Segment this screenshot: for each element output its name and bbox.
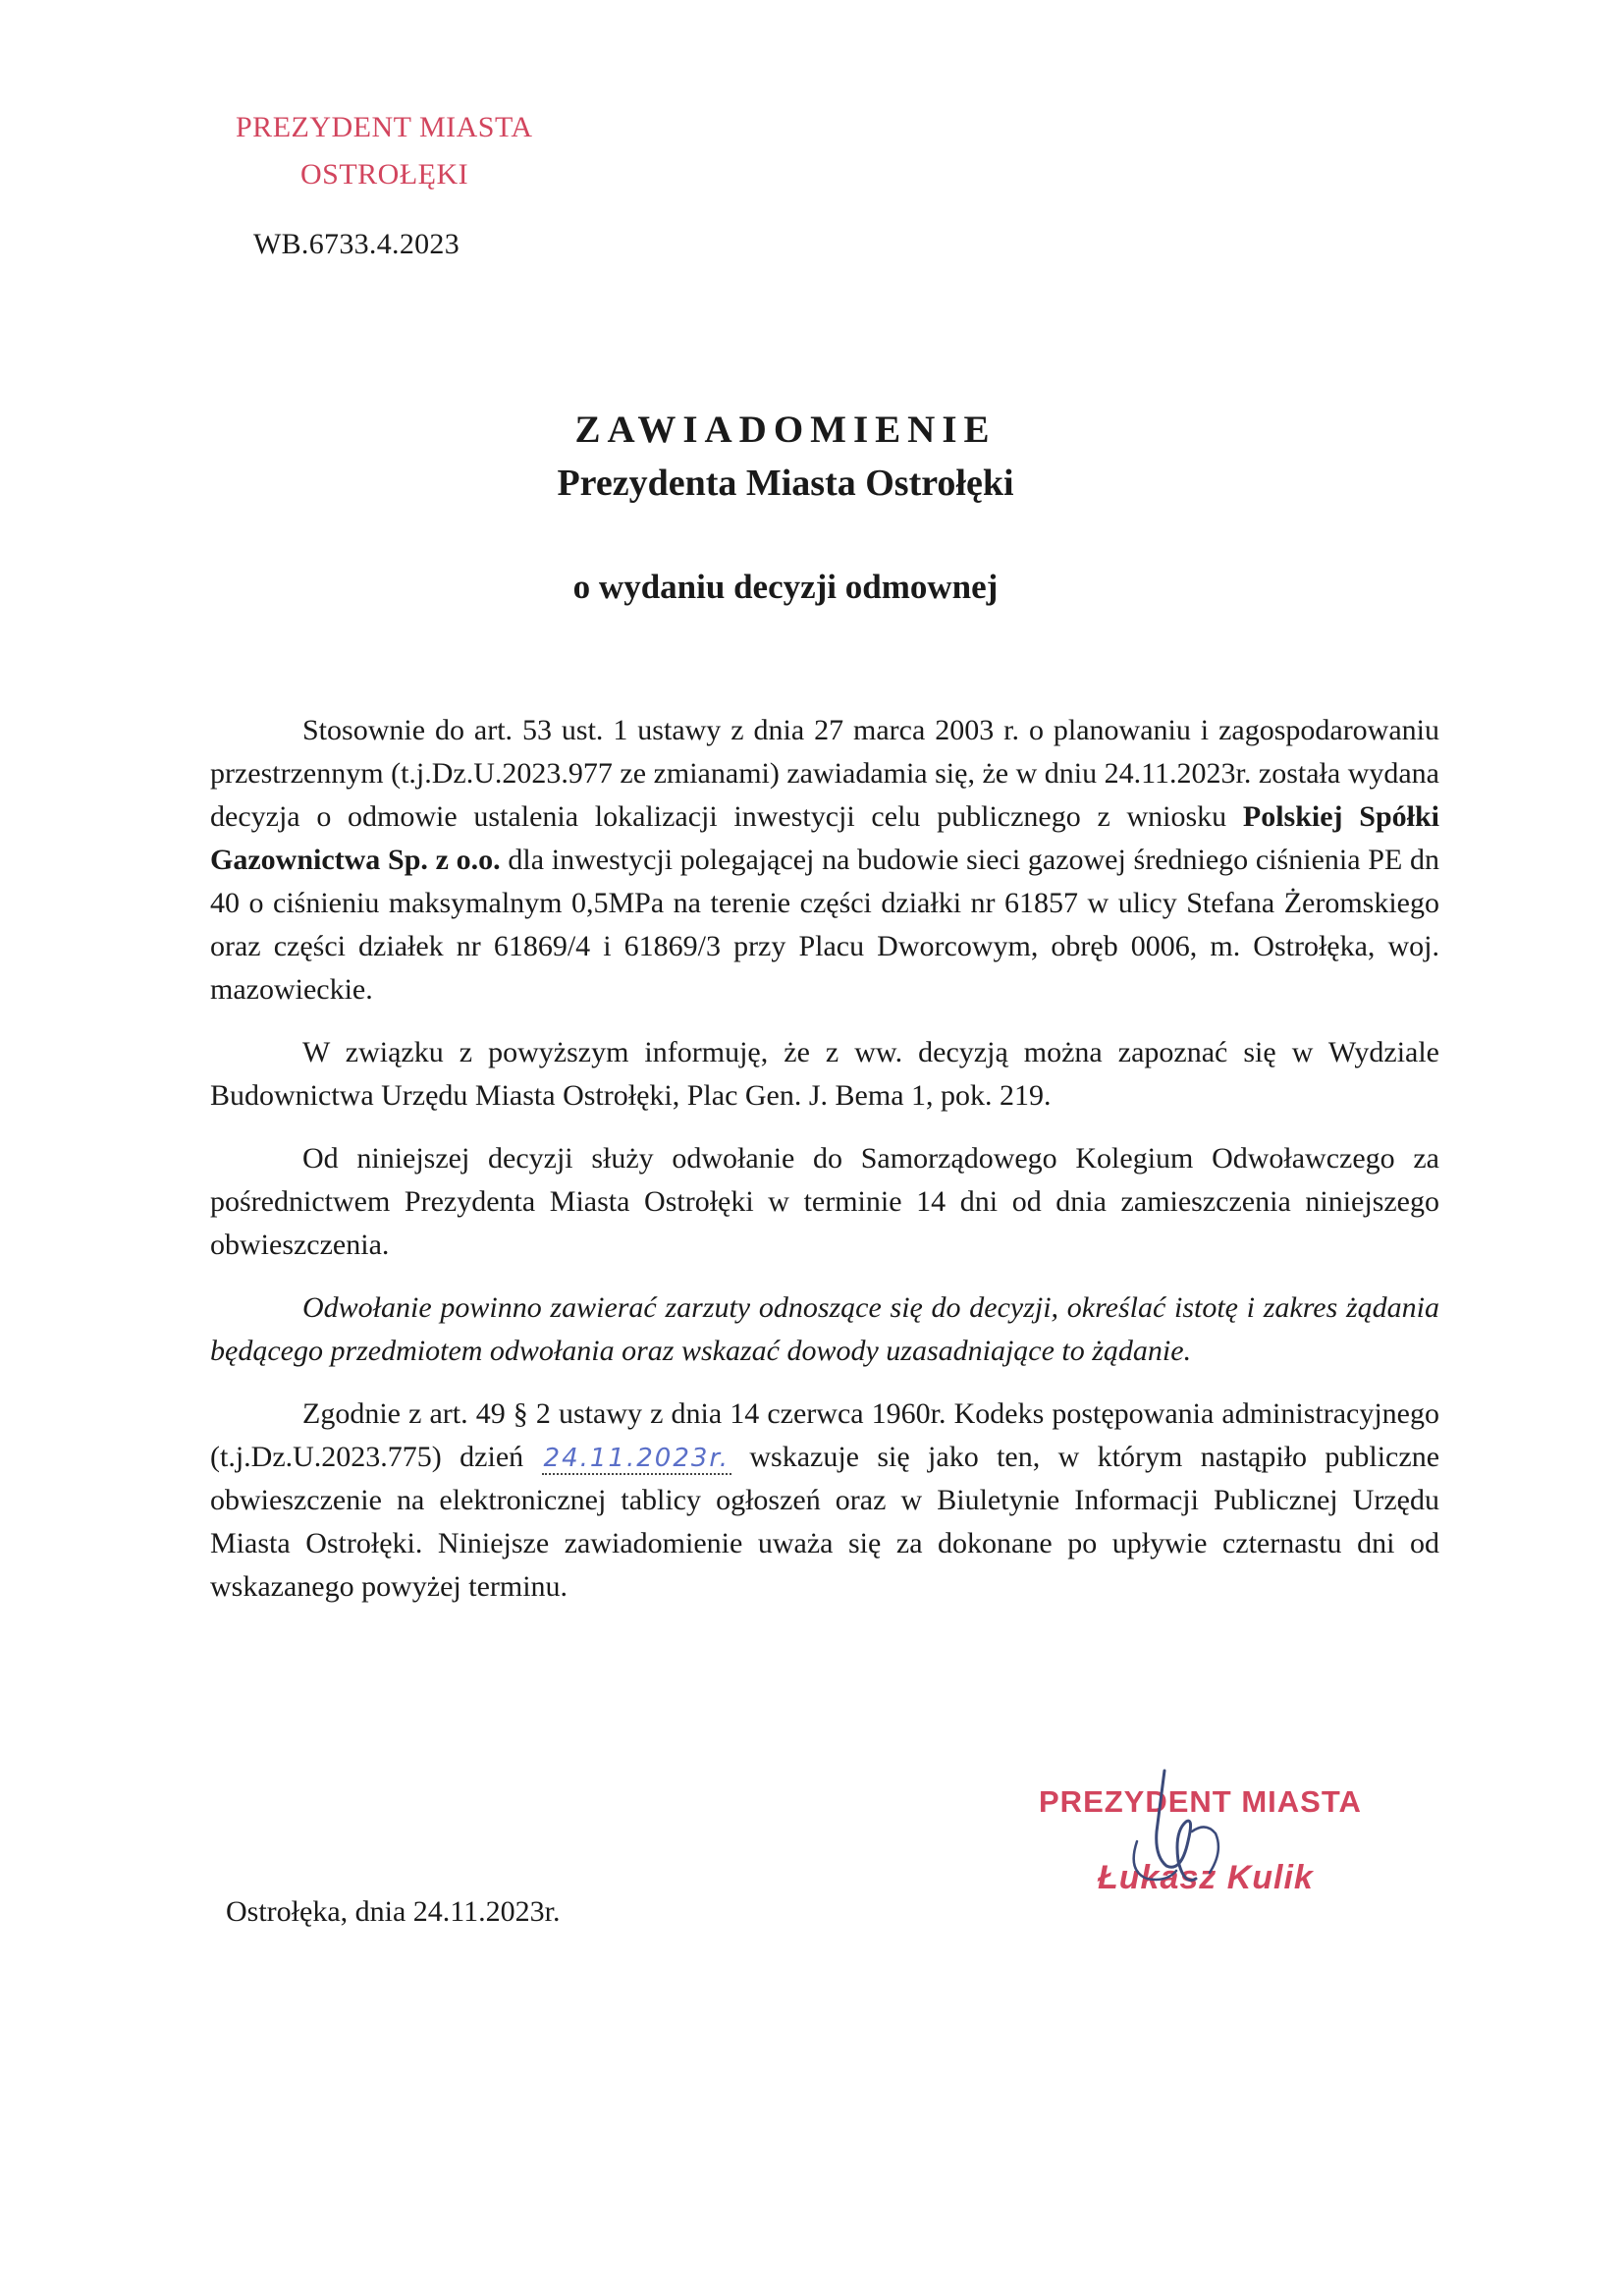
paragraph-1-part1: Stosownie do art. 53 ust. 1 ustawy z dnia 27 marca 2003 r. o planowaniu i zagospodarowaniu przestrzennym (t.j.Dz.U.2023.977 ze zmianami) zawiadamia się, że w dniu 24.11.2023r. została wydana decyzja o odmowie ustalenia lokalizacji inwestycji celu publicznego z wniosku	[210, 714, 1439, 833]
paragraph-1-part2: dla inwestycji polegającej na budowie sieci gazowej średniego ciśnienia PE dn 40 o ciśnieniu maksymalnym 0,5MPa na terenie części działki nr 61857 w ulicy Stefana Żeromskiego oraz części działek nr 61869/4 i 61869/3 przy Placu Dworcowym, obręb 0006, m. Ostrołęka, woj. mazowieckie.	[210, 844, 1439, 1006]
document-title: ZAWIADOMIENIE	[574, 409, 997, 451]
reference-number: WB.6733.4.2023	[253, 228, 460, 260]
paragraph-5-part1: Zgodnie z art. 49 § 2 ustawy z dnia 14 czerwca 1960r. Kodeks postępowania administracyjnego (t.j.Dz.U.2023.775) dzień	[210, 1397, 1439, 1473]
handwritten-date: 24.11.2023r.	[543, 1444, 730, 1473]
paragraph-4: Odwołanie powinno zawierać zarzuty odnoszące się do decyzji, określać istotę i zakres żądania będącego przedmiotem odwołania oraz wskazać dowody uzasadniające to żądanie.	[210, 1291, 1439, 1367]
signature-stamp-name: Łukasz Kulik	[1098, 1859, 1314, 1896]
handwritten-signature	[1108, 1763, 1235, 1910]
header-stamp	[236, 104, 533, 198]
applicant-name: Polskiej Spółki Gazownictwa Sp. z o.o.	[210, 800, 1439, 876]
place-and-date: Ostrołęka, dnia 24.11.2023r.	[226, 1895, 561, 1928]
signature-stamp	[1039, 1782, 1392, 1920]
header-stamp-line2: OSTROŁĘKI	[300, 158, 469, 191]
paragraph-2: W związku z powyższym informuję, że z ww. decyzją można zapoznać się w Wydziale Budownictwa Urzędu Miasta Ostrołęki, Plac Gen. J. Bema 1, pok. 219.	[210, 1036, 1439, 1112]
paragraph-3: Od niniejszej decyzji służy odwołanie do Samorządowego Kolegium Odwoławczego za pośrednictwem Prezydenta Miasta Ostrołęki w terminie 14 dni od dnia zamieszczenia niniejszego obwieszczenia.	[210, 1142, 1439, 1261]
document-body	[210, 709, 1439, 1628]
document-subtitle: Prezydenta Miasta Ostrołęki	[557, 463, 1014, 504]
document-subject: o wydaniu decyzji odmownej	[572, 568, 999, 606]
signature-stamp-title: PREZYDENT MIASTA	[1039, 1784, 1362, 1819]
paragraph-5	[210, 1393, 1439, 1609]
paragraph-1	[210, 709, 1439, 1011]
paragraph-5-part2: wskazuje się jako ten, w którym nastąpiło publiczne obwieszczenie na elektronicznej tablicy ogłoszeń oraz w Biuletynie Informacji Publicznej Urzędu Miasta Ostrołęki. Niniejsze zawiadomienie uważa się za dokonane po upływie czternastu dni od wskazanego powyżej terminu.	[210, 1441, 1440, 1603]
header-stamp-line1: PREZYDENT MIASTA	[236, 111, 533, 143]
